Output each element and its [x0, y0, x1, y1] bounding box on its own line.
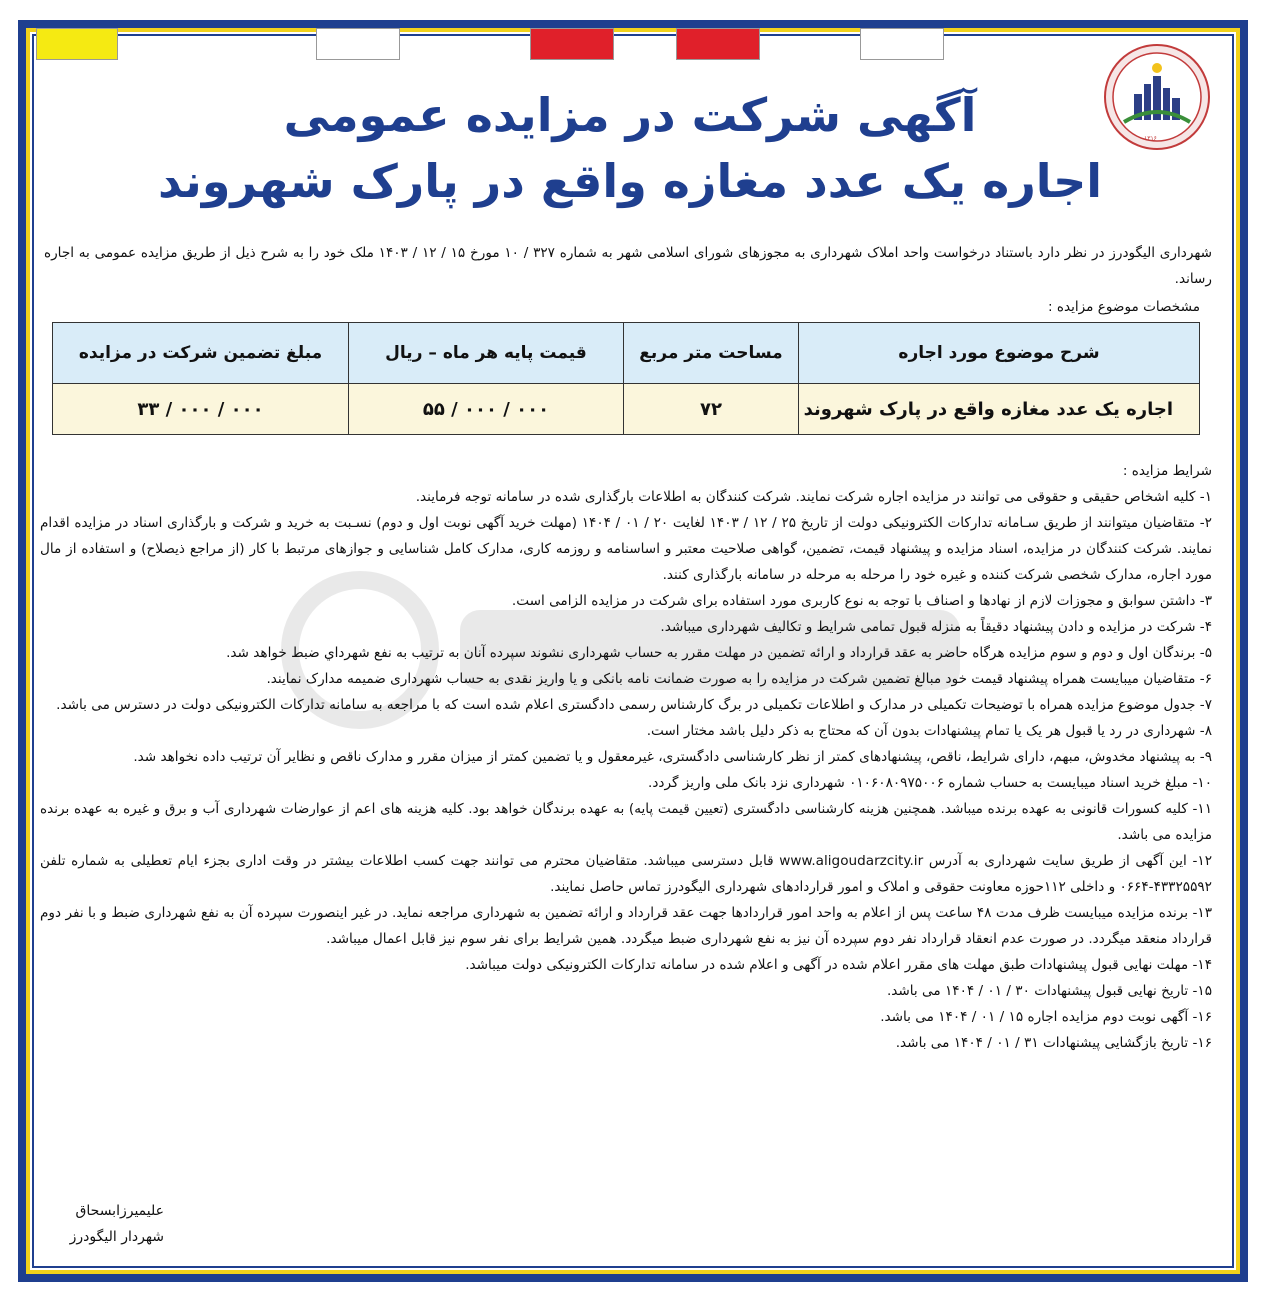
- condition-item-4: ۴- شرکت در مزایده و دادن پیشنهاد دقیقاً به منزله قبول تمامی شرایط و تکالیف شهرداری میباشد.: [660, 619, 1212, 635]
- header-area: مساحت متر مربع: [624, 323, 799, 384]
- condition-item-3: ۳- داشتن سوابق و مجوزات لازم از نهادها و اصناف با توجه به نوع کاربری مورد استفاده برای شرکت در مزایده الزامی است.: [511, 593, 1212, 609]
- condition-item-15: ۱۵- تاریخ نهایی قبول پیشنهادات ۳۰ / ۰۱ / ۱۴۰۴ می باشد.: [886, 983, 1212, 999]
- condition-item-1: ۱- کلیه اشخاص حقیقی و حقوقی می توانند در مزایده اجاره شرکت نمایند. شرکت کنندگان به اطلاعات بارگذاری شده در سامانه توجه فرمایند.: [415, 489, 1212, 505]
- cell-guarantee: ۰۰۰ / ۰۰۰ / ۳۳: [53, 384, 349, 435]
- svg-text:۱۳۱۶: ۱۳۱۶: [1144, 135, 1157, 142]
- conditions-heading: شرایط مزایده :: [1122, 463, 1212, 479]
- top-bar-white-1: [316, 28, 400, 60]
- cell-base-price: ۰۰۰ / ۰۰۰ / ۵۵: [349, 384, 624, 435]
- condition-item-8: ۸- شهرداری در رد یا قبول هر یک یا تمام پیشنهادات بدون آن که محتاج به ذکر دلیل باشد مختار است.: [646, 723, 1212, 739]
- signature-name: علیمیرزابسحاق: [75, 1203, 164, 1219]
- header-guarantee: مبلغ تضمین شرکت در مزایده: [53, 323, 349, 384]
- condition-item-16: ۱۶- آگهی نوبت دوم مزایده اجاره ۱۵ / ۰۱ / ۱۴۰۴ می باشد.: [880, 1009, 1212, 1025]
- condition-item-7: ۷- جدول موضوع مزایده همراه با توضیحات تکمیلی در مدارک و اطلاعات تکمیلی در برگ کارشناس رسمی دادگستری اعلام شده است که با مراجعه به سامانه تدارکات الکترونیکی دولت در دسترس می باشد.: [56, 697, 1212, 713]
- condition-item-17: ۱۶- تاریخ بازگشایی پیشنهادات ۳۱ / ۰۱ / ۱۴۰۴ می باشد.: [895, 1035, 1212, 1051]
- condition-item-11: ۱۱- کلیه کسورات قانونی به عهده برنده میباشد. همچنین هزینه کارشناسی دادگستری (تعیین قیمت پایه) به عهده برندگان خواهد بود. کلیه هزینه های اعم از عوارضات شهرداری آب و برق و غیره به عهده برنده مزایده می باشد.: [40, 801, 1212, 843]
- condition-item-5: ۵- برندگان اول و دوم و سوم مزایده هرگاه حاضر به عقد قرارداد و ارائه تضمین در مهلت مقرر به حساب شهرداری نشوند سپرده آنان به ترتیب به نفع شهرداي ضبط خواهد شد.: [226, 645, 1212, 661]
- header-subject: شرح موضوع مورد اجاره: [799, 323, 1200, 384]
- header-base-price: قیمت پایه هر ماه – ریال: [349, 323, 624, 384]
- condition-item-13: ۱۳- برنده مزایده میبایست ظرف مدت ۴۸ ساعت پس از اعلام به واحد امور قراردادها جهت عقد قرارداد و ارائه تضمین به شهرداری مراجعه نماید. در غیر اینصورت سپرده آن به نفع شهرداری ضبط و با نفر دوم قرارداد منعقد میگردد. در صورت عدم انعقاد قرارداد نفر دوم سپرده آن نیز به نفع شهرداری ضبط میگردد. همین شرایط برای نفر سوم نیز قابل اعمال میباشد.: [40, 905, 1212, 947]
- signature-block: [44, 1198, 164, 1250]
- specs-label: مشخصات موضوع مزایده :: [1047, 299, 1200, 315]
- condition-item-10: ۱۰- مبلغ خرید اسناد میبایست به حساب شماره ۰۱۰۶۰۸۰۹۷۵۰۰۶ شهرداری نزد بانک ملی واریز گردد.: [648, 775, 1212, 791]
- condition-item-9: ۹- به پیشنهاد مخدوش، مبهم، دارای شرایط، ناقص، پیشنهادهای کمتر از نظر کارشناسی دادگستری، غیرمعقول و یا تضمین کمتر از میزان مقرر و مدارک ناقص و نظایر آن ترتیب داده نخواهد شد.: [133, 749, 1212, 765]
- condition-item-14: ۱۴- مهلت نهایی قبول پیشنهادات طبق مهلت های مقرر اعلام شده در آگهی و اعلام شده در سامانه تدارکات الکترونیکی دولت میباشد.: [465, 957, 1212, 973]
- table-header-row: [53, 323, 1200, 384]
- top-bar-red-2: [676, 28, 760, 60]
- page-subtitle: اجاره یک عدد مغازه واقع در پارک شهروند: [157, 154, 1103, 208]
- condition-item-2: ۲- متقاضیان میتوانند از طریق سـامانه تدارکات الکترونیکی دولت از تاریخ ۲۵ / ۱۲ / ۱۴۰۳ لغایت ۲۰ / ۰۱ / ۱۴۰۴ (مهلت خرید آگهی نوبت اول و دوم) نسـبت به خرید و شرکت و بارگذاری اسناد در مزایده اقدام نمایند. شرکت کنندگان در مزایده، اسناد مزایده و پیشنهاد قیمت، تضمین، گواهی صلاحیت معتبر و اساسنامه و روزمه کاری، مدارک کامل شناسایی و جوازهای مرتبط با کار (از مراجع ذیصلاح) و استفاده از مال مورد اجاره، مدارک شخصی شرکت کننده و غیره خود را مرحله به مرحله در سامانه بارگذاری کنند.: [40, 515, 1212, 583]
- top-bar-white-2: [860, 28, 944, 60]
- top-bar-red-1: [530, 28, 614, 60]
- municipality-seal-icon: [1094, 42, 1220, 152]
- intro-paragraph: شهرداری الیگودرز در نظر دارد باستناد درخواست واحد املاک شهرداری به مجوزهای شورای اسلامی شهر به شماره ۳۲۷ / ۱۰ مورخ ۱۵ / ۱۲ / ۱۴۰۳ ملک خود را به شرح ذیل از طریق مزایده عمومی به اجاره رساند.: [44, 245, 1212, 287]
- table-row: [53, 384, 1200, 435]
- cell-subject: اجاره یک عدد مغازه واقع در پارک شهروند: [799, 384, 1200, 435]
- condition-item-12: ۱۲- این آگهی از طریق سایت شهرداری به آدرس www.aligoudarzcity.ir قابل دسترسی میباشد. متقاضیان محترم می توانند جهت کسب اطلاعات بیشتر در وقت اداری بجزء ایام تعطیلی به شماره تلفن ۴۳۳۲۵۵۹۲-۰۶۶۴ و داخلی ۱۱۲حوزه معاونت حقوقی و املاک و امور قراردادهای شهرداری الیگودرز تماس حاصل نمایند.: [40, 853, 1212, 895]
- condition-item-6: ۶- متقاضیان میبایست همراه پیشنهاد قیمت خود مبالغ تضمین شرکت در مزایده را به صورت ضمانت نامه بانکی و یا واریز نقدی به حساب شهرداری ضمیمه مدارک نمایند.: [266, 671, 1212, 687]
- page-title: آگهی شرکت در مزایده عمومی: [283, 88, 977, 142]
- auction-table: [52, 322, 1200, 435]
- cell-area: ۷۲: [624, 384, 799, 435]
- top-bar-yellow: [36, 28, 118, 60]
- signature-title: شهردار الیگودرز: [69, 1229, 164, 1245]
- conditions-section: [40, 458, 1212, 1056]
